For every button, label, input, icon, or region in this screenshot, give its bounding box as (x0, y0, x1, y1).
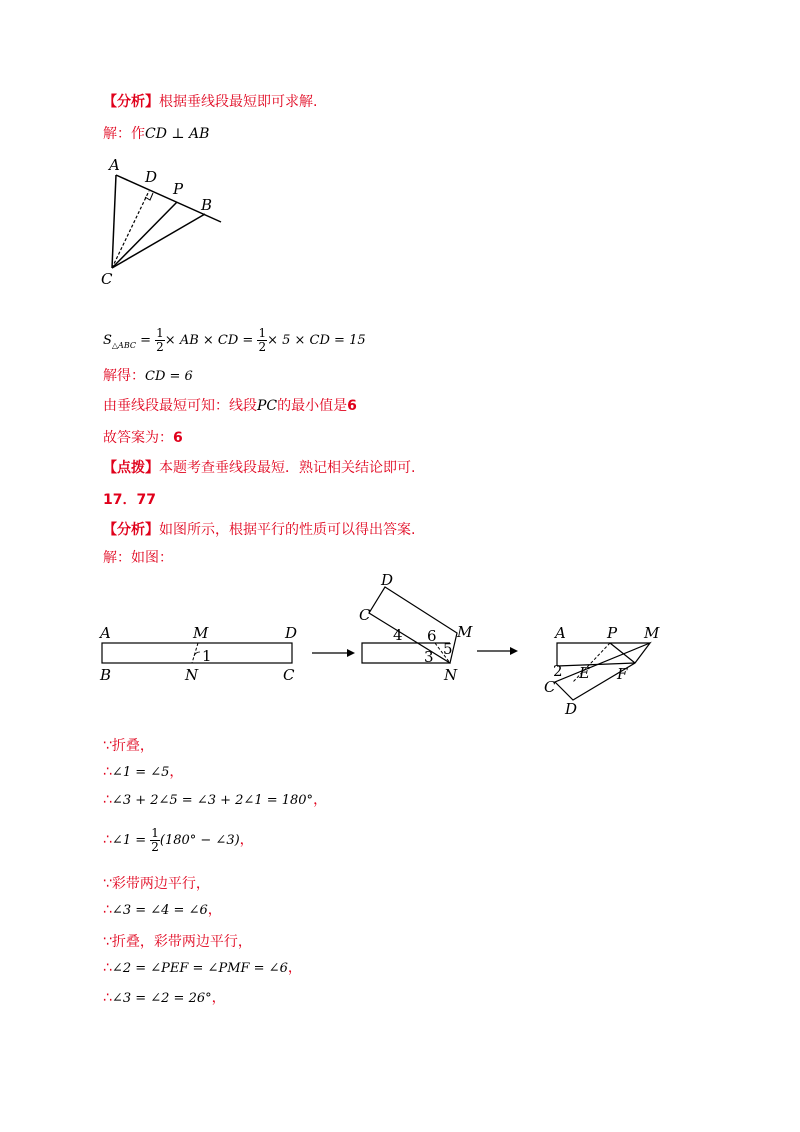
analysis-text: 根据垂线段最短即可求解. (159, 94, 318, 110)
figure-folding (95, 570, 685, 720)
fig2-label-c3: C (544, 678, 556, 696)
fig2-label-d3: D (565, 700, 578, 718)
therefore-5: ∴ (103, 960, 112, 976)
fig2-label-p3: P (607, 624, 618, 642)
tip-text: 本题考查垂线段最短．熟记相关结论即可. (159, 460, 416, 476)
step6-math: ∠3 = ∠2 = 26° (111, 991, 212, 1006)
fig2-label-a: A (100, 624, 111, 642)
step3-line (103, 822, 254, 858)
step4-math: ∠3 = ∠4 = ∠6 (111, 903, 208, 918)
comma-6: ， (211, 990, 226, 1006)
comma-4: ， (207, 902, 222, 918)
area-fraction-1 (155, 327, 165, 354)
conclusion-math: PC (257, 398, 278, 414)
step2-math: ∠3 + 2∠5 = ∠3 + 2∠1 = 180° (111, 793, 314, 808)
fig2-label-d2: D (381, 571, 394, 589)
conclusion-prefix: 由垂线段最短可知：线段 (103, 398, 257, 414)
comma-2: ， (313, 792, 328, 808)
therefore-3: ∴ (103, 832, 112, 848)
frac-den: 2 (151, 839, 159, 854)
fig2-label-d: D (285, 624, 298, 642)
area-part1: = (135, 333, 156, 348)
fig2-label-f3: F (617, 665, 628, 683)
answer-line (103, 428, 183, 448)
solve-line-2: 解：如图： (103, 550, 173, 566)
fig2-label-c: C (283, 666, 295, 684)
comma-5: ， (287, 960, 302, 976)
analysis-text-2: 如图所示，根据平行的性质可以得出答案. (159, 522, 416, 538)
therefore-6: ∴ (103, 990, 112, 1006)
frac-num: 1 (258, 325, 267, 340)
fig2-label-5: 5 (443, 640, 453, 658)
fig1-label-d: D (145, 168, 158, 186)
result-prefix: 解得： (103, 368, 145, 384)
fig1-label-p: P (173, 180, 184, 198)
area-part3: × 5 × CD = 15 (267, 333, 366, 348)
step4-because: ∵彩带两边平行， (103, 876, 210, 892)
question-number: 17．77 (103, 492, 156, 508)
fig1-label-c: C (101, 270, 113, 288)
solve-math: CD ⊥ AB (145, 126, 210, 142)
step3-lhs: ∠1 = (111, 833, 151, 848)
area-part2: × AB × CD = (164, 333, 258, 348)
step3-fraction (150, 827, 160, 854)
fig2-label-3: 3 (424, 648, 434, 666)
fig2-label-n2: N (444, 666, 458, 684)
analysis-tag-2: 【分析】 (103, 522, 159, 538)
frac-num: 1 (156, 325, 164, 340)
comma-1: ， (169, 764, 184, 780)
analysis-line-2 (103, 520, 415, 540)
conclusion-value: 6 (347, 398, 357, 414)
fig1-label-a: A (109, 156, 120, 174)
conclusion-line (103, 396, 357, 416)
fig2-label-e3: E (579, 664, 590, 682)
step1-line (103, 762, 183, 783)
step5-because: ∵折叠，彩带两边平行， (103, 934, 252, 950)
answer-prefix: 故答案为： (103, 430, 173, 446)
therefore-2: ∴ (103, 792, 112, 808)
fig1-label-b: B (201, 196, 213, 214)
figure-triangle (95, 150, 235, 290)
fig2-label-m2: M (457, 623, 473, 641)
frac-num: 1 (151, 825, 159, 840)
tip-line (103, 458, 415, 478)
fig2-label-m: M (193, 624, 209, 642)
solve-prefix: 解：作 (103, 126, 145, 142)
frac-den: 2 (156, 339, 164, 354)
solve-line-1 (103, 124, 209, 144)
fig2-label-1: 1 (202, 647, 212, 665)
result-math: CD = 6 (145, 369, 193, 384)
result-line (103, 366, 193, 387)
analysis-tag: 【分析】 (103, 94, 159, 110)
fig2-label-2: 2 (553, 662, 563, 680)
step1-because: ∵折叠， (103, 738, 154, 754)
fig2-label-6: 6 (427, 627, 437, 645)
therefore-1: ∴ (103, 764, 112, 780)
therefore-4: ∴ (103, 902, 112, 918)
comma-3: ， (239, 832, 254, 848)
frac-den: 2 (258, 339, 267, 354)
step3-rhs: (180° − ∠3) (159, 833, 240, 848)
tip-tag: 【点拨】 (103, 460, 159, 476)
area-lhs: S (103, 333, 112, 348)
analysis-line-1 (103, 92, 317, 112)
step4-line (103, 900, 222, 921)
answer-value: 6 (173, 430, 183, 446)
step2-line (103, 790, 327, 811)
fig2-label-m3: M (644, 624, 660, 642)
area-fraction-2 (257, 327, 267, 354)
step6-line (103, 988, 226, 1009)
fig2-label-a3: A (555, 624, 566, 642)
area-formula (103, 320, 366, 360)
fig2-label-n: N (185, 666, 199, 684)
conclusion-suffix: 的最小值是 (277, 398, 348, 414)
step5-line (103, 958, 302, 979)
fig2-label-b: B (100, 666, 112, 684)
fig2-label-4: 4 (393, 626, 403, 644)
area-sub: △ABC (111, 340, 136, 350)
fig2-label-c2: C (359, 606, 371, 624)
step1-math: ∠1 = ∠5 (111, 765, 170, 780)
step5-math: ∠2 = ∠PEF = ∠PMF = ∠6 (111, 961, 288, 976)
